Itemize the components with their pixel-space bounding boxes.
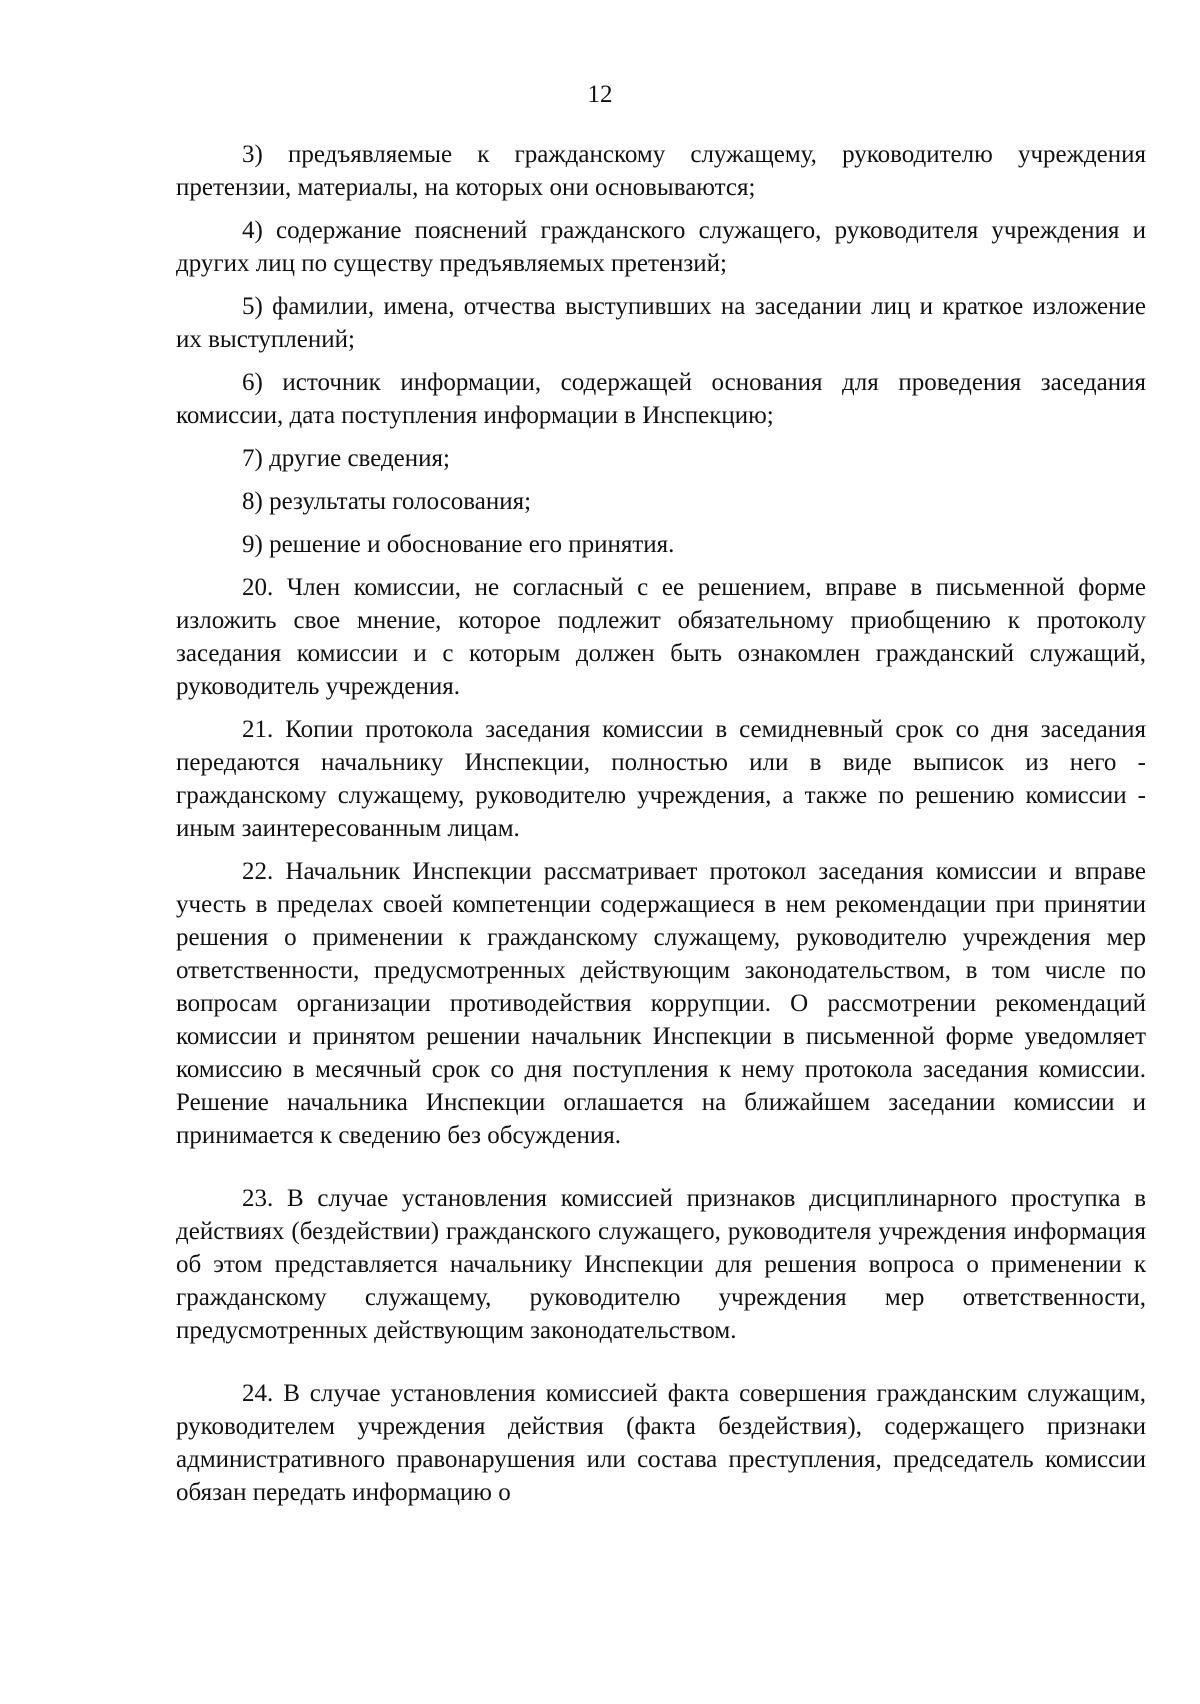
- paragraph-item-4: 4) содержание пояснений гражданского служащего, руководителя учреждения и других лиц по существу предъявляемых претензий;: [176, 217, 1146, 277]
- paragraph-item-8: 8) результаты голосования;: [242, 488, 532, 515]
- paragraph-clause-23: 23. В случае установления комиссией признаков дисциплинарного проступка в действиях (бездействии) гражданского служащего, руководителя учреждения информация об этом представляется начальнику Инспекции для решения вопроса о применении к гражданскому служащему, руководителю учреждения мер ответственности, предусмотренных действующим законодательством.: [176, 1185, 1146, 1344]
- paragraph-clause-24: 24. В случае установления комиссией факта совершения гражданским служащим, руководителем учреждения действия (факта бездействия), содержащего признаки административного правонарушения или состава преступления, председатель комиссии обязан передать информацию о: [176, 1380, 1146, 1506]
- paragraph-item-9: 9) решение и обоснование его принятия.: [242, 531, 675, 558]
- paragraph-clause-21: 21. Копии протокола заседания комиссии в семидневный срок со дня заседания передаются начальнику Инспекции, полностью или в виде выписок из него - гражданскому служащему, руководителю учреждения, а также по решению комиссии - иным заинтересованным лицам.: [176, 716, 1146, 842]
- paragraph-item-7: 7) другие сведения;: [242, 445, 450, 472]
- paragraph-item-6: 6) источник информации, содержащей основания для проведения заседания комиссии, дата поступления информации в Инспекцию;: [176, 369, 1146, 429]
- paragraph-clause-20: 20. Член комиссии, не согласный с ее решением, вправе в письменной форме изложить свое мнение, которое подлежит обязательному приобщению к протоколу заседания комиссии и с которым должен быть ознакомлен гражданский служащий, руководитель учреждения.: [176, 574, 1146, 700]
- page-number: 12: [587, 81, 613, 108]
- paragraph-item-5: 5) фамилии, имена, отчества выступивших на заседании лиц и краткое изложение их выступлений;: [176, 293, 1146, 353]
- paragraph-item-3: 3) предъявляемые к гражданскому служащему, руководителю учреждения претензии, материалы, на которых они основываются;: [176, 141, 1146, 201]
- document-body: [176, 138, 1146, 1509]
- paragraph-clause-22: 22. Начальник Инспекции рассматривает протокол заседания комиссии и вправе учесть в пределах своей компетенции содержащиеся в нем рекомендации при принятии решения о применении к гражданскому служащему, руководителю учреждения мер ответственности, предусмотренных действующим законодательством, в том числе по вопросам организации противодействия коррупции. О рассмотрении рекомендаций комиссии и принятом решении начальник Инспекции в письменной форме уведомляет комиссию в месячный срок со дня поступления к нему протокола заседания комиссии. Решение начальника Инспекции оглашается на ближайшем заседании комиссии и принимается к сведению без обсуждения.: [176, 858, 1146, 1149]
